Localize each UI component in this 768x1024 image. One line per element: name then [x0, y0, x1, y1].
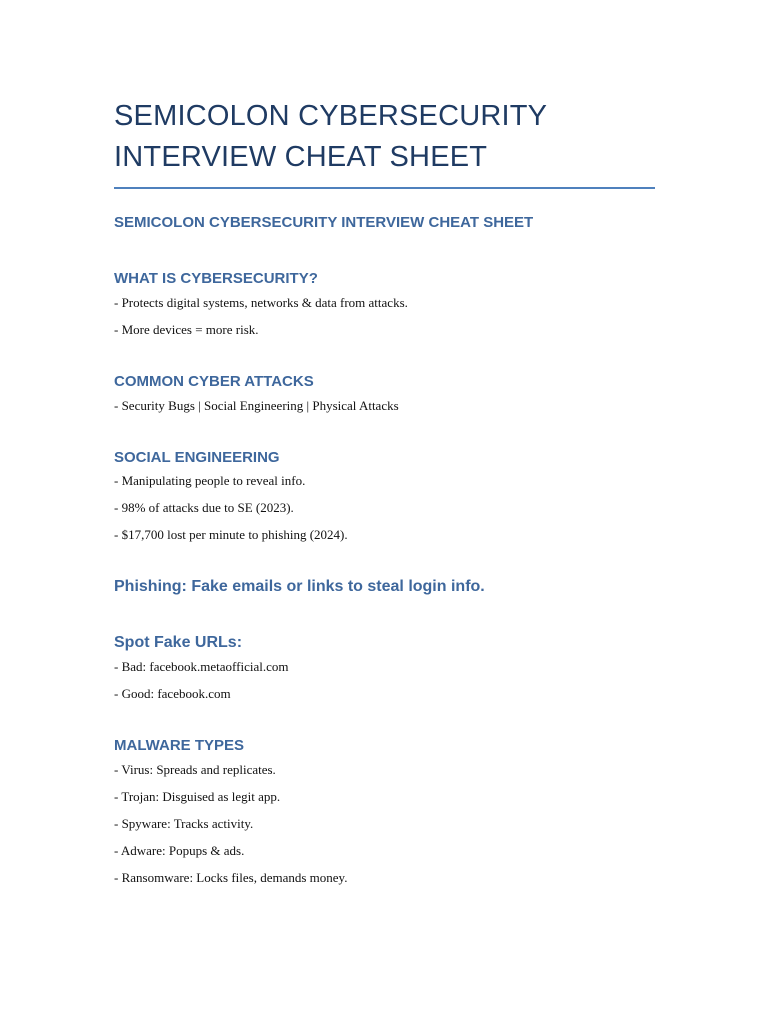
section-line: - Ransomware: Locks files, demands money.: [114, 870, 348, 885]
section-line: - More devices = more risk.: [114, 322, 259, 337]
section-line: - 98% of attacks due to SE (2023).: [114, 500, 294, 515]
section-heading-what-is-cybersecurity: WHAT IS CYBERSECURITY?: [114, 270, 318, 287]
document-title-line-1: SEMICOLON CYBERSECURITY: [114, 100, 548, 132]
title-divider: [114, 187, 655, 189]
document-title-line-2: INTERVIEW CHEAT SHEET: [114, 141, 488, 173]
section-heading-spot-fake-urls: Spot Fake URLs:: [114, 634, 243, 651]
section-line: - Good: facebook.com: [114, 686, 231, 701]
section-line: - Virus: Spreads and replicates.: [114, 762, 276, 777]
section-line: - $17,700 lost per minute to phishing (2024).: [114, 527, 348, 542]
section-line: - Spyware: Tracks activity.: [114, 816, 254, 831]
section-heading-common-cyber-attacks: COMMON CYBER ATTACKS: [114, 373, 314, 390]
section-heading-malware-types: MALWARE TYPES: [114, 737, 245, 754]
document-title: [114, 96, 655, 178]
section-line: - Manipulating people to reveal info.: [114, 473, 306, 488]
document-page: [114, 96, 655, 189]
document-subtitle: SEMICOLON CYBERSECURITY INTERVIEW CHEAT SHEET: [114, 214, 534, 231]
section-heading-social-engineering: SOCIAL ENGINEERING: [114, 449, 280, 466]
section-line: - Security Bugs | Social Engineering | Physical Attacks: [114, 398, 399, 413]
section-heading-phishing: Phishing: Fake emails or links to steal login info.: [114, 578, 485, 595]
section-line: - Adware: Popups & ads.: [114, 843, 245, 858]
section-line: - Trojan: Disguised as legit app.: [114, 789, 281, 804]
section-line: - Bad: facebook.metaofficial.com: [114, 659, 289, 674]
section-line: - Protects digital systems, networks & data from attacks.: [114, 295, 408, 310]
